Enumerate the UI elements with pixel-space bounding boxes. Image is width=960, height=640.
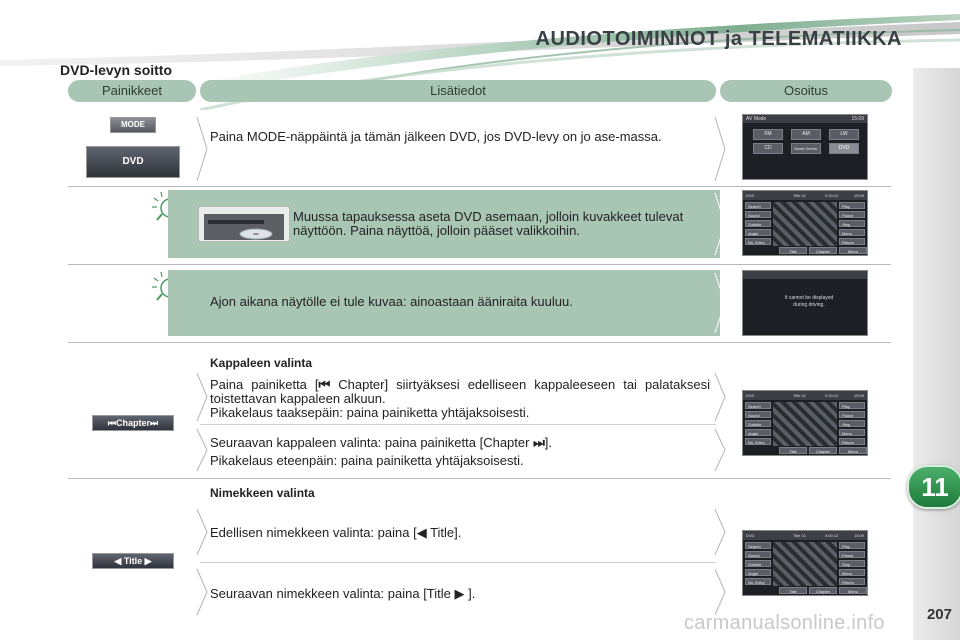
column-header-display: Osoitus <box>720 80 892 102</box>
screen-control-button: Return <box>839 578 865 585</box>
screen-menu-button: Search <box>745 402 771 409</box>
screen-control-button: Stop <box>839 560 865 567</box>
screen-btn-lw: LW <box>829 129 859 140</box>
screen-control-button: Menu <box>839 569 865 576</box>
screen-btn-music-server: Music Server <box>791 143 821 154</box>
mode-instruction: Paina MODE-näppäintä ja tämän jälkeen DVD, jos DVD-levy on jo ase-massa. <box>210 129 662 144</box>
title-next-instruction <box>210 587 710 601</box>
title-button-image: ◀ Title ▶ <box>92 553 174 569</box>
screen-nav-button: Title <box>779 247 807 254</box>
row-divider <box>68 264 891 265</box>
screen-nav-button: Chapter <box>809 247 837 254</box>
screen-title-label: Title 01 <box>793 193 806 198</box>
section-title: DVD-levyn soitto <box>60 62 173 78</box>
chapter-forward-instruction: Pikakelaus eteenpäin: paina painiketta yhtäjaksoisesti. <box>210 453 524 468</box>
screen-control-button: Menu <box>839 229 865 236</box>
screen-control-button: Play <box>839 202 865 209</box>
screen-elapsed-label: 0:00:12 <box>825 193 839 198</box>
screen-btn-dvd: DVD <box>829 143 859 154</box>
screen-status-bar <box>743 391 867 400</box>
screen-nav-button: Title <box>779 447 807 454</box>
title-prev-text-before: Edellisen nimekkeen valinta: paina [ <box>210 525 417 540</box>
screen-status-bar <box>743 191 867 200</box>
chapter-next-instruction <box>210 436 710 450</box>
dvd-chapter-screen <box>742 390 868 456</box>
screen-clock: 15:09 <box>853 533 864 538</box>
column-header-buttons: Painikkeet <box>68 80 196 102</box>
chapter-button-image: ⏮Chapter⏭ <box>92 415 174 431</box>
screen-source-label: DVD <box>746 193 755 198</box>
bracket-left <box>196 568 208 616</box>
screen-control-button: Return <box>839 438 865 445</box>
page-number: 207 <box>926 606 952 623</box>
screen-video-area <box>773 202 837 246</box>
screen-title-label: Title 01 <box>793 393 806 398</box>
page-header-title: AUDIOTOIMINNOT ja TELEMATIIKKA <box>535 28 902 50</box>
screen-menu-button: Sound <box>745 411 771 418</box>
screen-menu-button: Subtitle <box>745 420 771 427</box>
tip-text-1: Muussa tapauksessa aseta DVD asemaan, jolloin kuvakkeet tulevat näyttöön. Paina näyttöä, jolloin pääset valikkoihin. <box>293 209 684 238</box>
chapter-number-badge: 11 <box>907 465 960 509</box>
screen-btn-am: AM <box>791 129 821 140</box>
screen-control-button: Play <box>839 402 865 409</box>
skip-previous-icon: ⏮ <box>318 377 331 392</box>
title-next-text-before: Seuraavan nimekkeen valinta: paina [Title <box>210 586 455 601</box>
screen-btn-fm: FM <box>753 129 783 140</box>
screen-control-button: Menu <box>839 429 865 436</box>
screen-menu-button: No. Entry <box>745 438 771 445</box>
chapter-button-label: Chapter <box>115 418 150 428</box>
bracket-right <box>714 372 726 422</box>
row-subdivider <box>200 562 716 563</box>
screen-nav-button: Menu <box>839 447 867 454</box>
bracket-right <box>714 568 726 616</box>
dvd-button-image: DVD <box>86 146 180 178</box>
row-divider <box>68 186 891 187</box>
screen-nav-button: Menu <box>839 587 867 594</box>
screen-clock: 15:09 <box>853 193 864 198</box>
title-heading: Nimekkeen valinta <box>210 486 315 500</box>
chapter-next-text-before: Seuraavan kappaleen valinta: paina painiketta [Chapter <box>210 435 534 450</box>
skip-next-icon: ⏭ <box>533 435 545 450</box>
title-prev-text-after: Title]. <box>426 525 462 540</box>
screen-source-label: DVD <box>746 393 755 398</box>
screen-nav-button: Chapter <box>809 447 837 454</box>
screen-control-button: Pause <box>839 411 865 418</box>
screen-title-label: Title 01 <box>793 533 806 538</box>
bracket-left <box>196 116 208 182</box>
chapter-next-text-after: ]. <box>544 435 552 450</box>
screen-control-button: Play <box>839 542 865 549</box>
column-header-info: Lisätiedot <box>200 80 716 102</box>
chapter-heading: Kappaleen valinta <box>210 356 313 370</box>
screen-nav-button: Title <box>779 587 807 594</box>
screen-menu-button: Angle <box>745 429 771 436</box>
bracket-right <box>714 272 726 334</box>
screen-clock: 15:09 <box>853 393 864 398</box>
triangle-right-icon: ▶ <box>454 586 465 601</box>
av-mode-screen <box>742 114 868 180</box>
screen-menu-button: Search <box>745 202 771 209</box>
screen-elapsed-label: 0:00:12 <box>825 393 839 398</box>
screen-menu-button: Search <box>745 542 771 549</box>
row-divider <box>68 478 891 479</box>
bracket-left <box>196 372 208 422</box>
side-strip <box>913 68 960 640</box>
screen-menu-button: Sound <box>745 551 771 558</box>
screen-video-area <box>773 402 837 446</box>
screen-control-button: Pause <box>839 551 865 558</box>
screen-menu-button: Angle <box>745 229 771 236</box>
screen-title: AV Mode <box>746 116 767 122</box>
title-prev-instruction <box>210 526 710 540</box>
watermark: carmanualsonline.info <box>684 612 885 634</box>
dvd-driving-warning-screen <box>742 270 868 336</box>
mode-button-image: MODE <box>110 117 156 133</box>
screen-control-button: Return <box>839 238 865 245</box>
screen-control-button: Stop <box>839 220 865 227</box>
bracket-left <box>196 508 208 556</box>
screen-btn-cd: CD <box>753 143 783 154</box>
screen-source-label: DVD <box>746 533 755 538</box>
chapter-prev-text-after: Chapter] siirtyäksesi edelliseen kappaleeseen tai palataksesi toistettavan kappaleen alkuun. <box>210 377 710 406</box>
bracket-right <box>714 508 726 556</box>
screen-status-bar <box>743 531 867 540</box>
screen-menu-button: Subtitle <box>745 560 771 567</box>
screen-menu-button: No. Entry <box>745 578 771 585</box>
screen-control-button: Pause <box>839 211 865 218</box>
triangle-left-icon: ◀ <box>416 525 427 540</box>
screen-nav-button: Menu <box>839 247 867 254</box>
bracket-right <box>714 428 726 472</box>
screen-menu-button: No. Entry <box>745 238 771 245</box>
chapter-rewind-instruction: Pikakelaus taaksepäin: paina painiketta yhtäjaksoisesti. <box>210 405 530 420</box>
bracket-right <box>714 116 726 182</box>
screen-elapsed-label: 0:00:12 <box>825 533 839 538</box>
title-button-label: Title <box>123 556 143 566</box>
screen-menu-button: Angle <box>745 569 771 576</box>
screen-clock: 15:09 <box>851 116 864 122</box>
screen-menu-button: Sound <box>745 211 771 218</box>
screen-video-area <box>773 542 837 586</box>
title-next-text-after: ]. <box>464 586 476 601</box>
bracket-right <box>714 192 726 256</box>
dvd-slot-image <box>198 206 290 242</box>
row-divider <box>68 342 891 343</box>
screen-nav-button: Chapter <box>809 587 837 594</box>
chapter-prev-text-before: Paina painiketta [ <box>210 377 319 392</box>
bracket-left <box>196 428 208 472</box>
screen-warning-message: It cannot be displayed during driving. <box>784 295 834 308</box>
dvd-title-screen <box>742 530 868 596</box>
screen-control-button: Stop <box>839 420 865 427</box>
row-subdivider <box>200 424 716 425</box>
screen-menu-button: Subtitle <box>745 220 771 227</box>
chapter-prev-instruction <box>210 378 710 406</box>
dvd-menu-screen <box>742 190 868 256</box>
tip-text-2: Ajon aikana näytölle ei tule kuvaa: ainoastaan ääniraita kuuluu. <box>210 294 573 309</box>
